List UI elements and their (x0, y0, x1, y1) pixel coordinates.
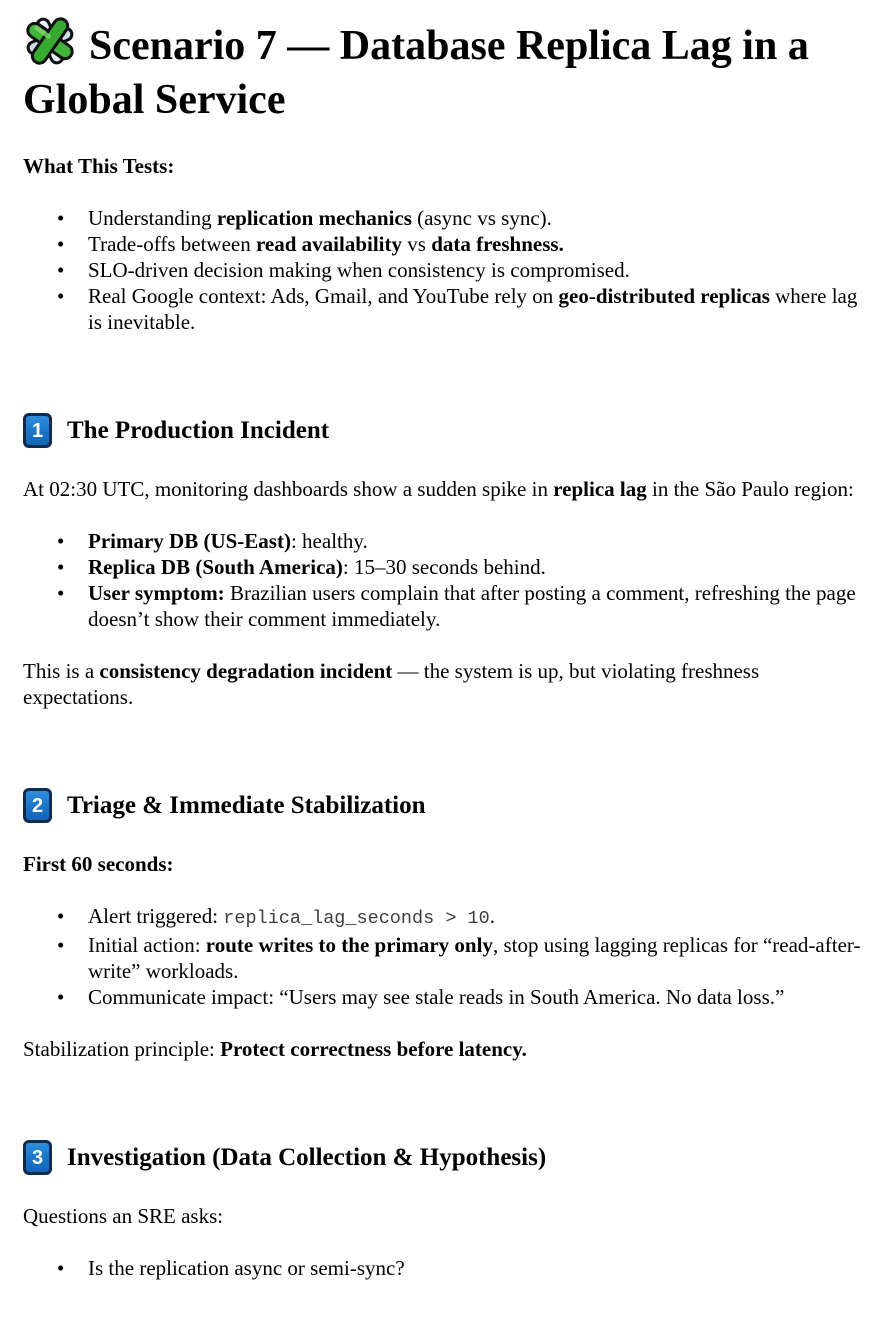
text-run: vs (402, 232, 432, 256)
text-run: in the São Paulo region: (646, 477, 854, 501)
bullet-item (57, 554, 865, 580)
text-run: (async vs sync). (411, 206, 552, 230)
paragraph (23, 658, 865, 710)
document-page (23, 14, 865, 1281)
bold-run: Protect correctness before latency. (220, 1037, 527, 1061)
page-title (23, 14, 865, 127)
bold-run: replication mechanics (216, 206, 412, 230)
text-run: : healthy. (290, 529, 368, 553)
text-run: Alert triggered: (88, 904, 224, 928)
bullet-icon: • (57, 985, 65, 1009)
section-number-badge: 1 (23, 413, 52, 448)
section-heading (23, 788, 865, 823)
bold-run: geo-distributed replicas (558, 284, 770, 308)
section-number-badge: 2 (23, 788, 52, 823)
bullet-item (57, 528, 865, 554)
text-run: — the system is up, but violating freshness expectations. (23, 659, 760, 709)
document-blocks (23, 153, 865, 1281)
bold-run: route writes to the primary only (205, 933, 493, 957)
bullet-list (23, 528, 865, 632)
bullet-item (57, 283, 865, 335)
bullet-icon: • (57, 284, 65, 308)
section-title: Investigation (Data Collection & Hypothesis) (67, 1143, 547, 1171)
bullet-item (57, 580, 865, 632)
bullet-icon: • (57, 555, 65, 579)
bullet-list (23, 205, 865, 335)
inline-code: replica_lag_seconds > 10 (223, 908, 490, 929)
bullet-icon: • (57, 933, 65, 957)
text-run: : 15–30 seconds behind. (342, 555, 546, 579)
section-number-badge: 3 (23, 1140, 52, 1175)
bullet-item (57, 231, 865, 257)
bullet-item (57, 932, 865, 984)
text-run: Stabilization principle: (23, 1037, 221, 1061)
bullet-list (23, 903, 865, 1010)
bold-run: Primary DB (US-East) (88, 529, 291, 553)
text-run: Real Google context: Ads, Gmail, and YouTube rely on (88, 284, 559, 308)
text-run: Is the replication async or semi-sync? (88, 1256, 405, 1280)
subheading: First 60 seconds: (23, 852, 174, 876)
bullet-icon: • (57, 529, 65, 553)
bullet-icon: • (57, 1256, 65, 1280)
bullet-icon: • (57, 581, 65, 605)
bullet-icon: • (57, 258, 65, 282)
bold-run: User symptom: (88, 581, 225, 605)
bullet-icon: • (57, 206, 65, 230)
bullet-icon: • (57, 232, 65, 256)
bullet-item (57, 903, 865, 932)
text-run: SLO-driven decision making when consistency is compromised. (88, 258, 630, 282)
bold-run: Replica DB (South America) (88, 555, 343, 579)
section-title: The Production Incident (67, 416, 330, 444)
bullet-item (57, 257, 865, 283)
bullet-list (23, 1255, 865, 1281)
text-run: Initial action: (88, 933, 206, 957)
text-run: Trade-offs between (88, 232, 256, 256)
text-run: Brazilian users complain that after posting a comment, refreshing the page doesn’t show their comment immediately. (88, 581, 856, 631)
text-run: where lag is inevitable. (88, 284, 858, 334)
bullet-item (57, 1255, 865, 1281)
section-heading (23, 413, 865, 448)
text-run: Questions an SRE asks: (23, 1204, 224, 1228)
text-run: , stop using lagging replicas for “read-after-write” workloads. (88, 933, 861, 983)
bold-run: data freshness. (431, 232, 564, 256)
text-run: This is a (23, 659, 100, 683)
text-run: At 02:30 UTC, monitoring dashboards show a sudden spike in (23, 477, 554, 501)
paragraph (23, 476, 865, 502)
paragraph (23, 1203, 865, 1229)
bold-run: replica lag (553, 477, 647, 501)
bold-run: consistency degradation incident (99, 659, 393, 683)
bullet-icon: • (57, 904, 65, 928)
bullet-item (57, 984, 865, 1010)
paragraph (23, 1036, 865, 1062)
green-x-icon (23, 14, 77, 68)
page-title-text: Scenario 7 — Database Replica Lag in a Global Service (23, 23, 809, 123)
section-title: Triage & Immediate Stabilization (67, 791, 426, 819)
text-run: Understanding (88, 206, 217, 230)
subheading: What This Tests: (23, 154, 175, 178)
text-run: Communicate impact: “Users may see stale reads in South America. No data loss.” (88, 985, 785, 1009)
bold-run: read availability (255, 232, 403, 256)
bullet-item (57, 205, 865, 231)
section-heading (23, 1140, 865, 1175)
text-run: . (489, 904, 495, 928)
